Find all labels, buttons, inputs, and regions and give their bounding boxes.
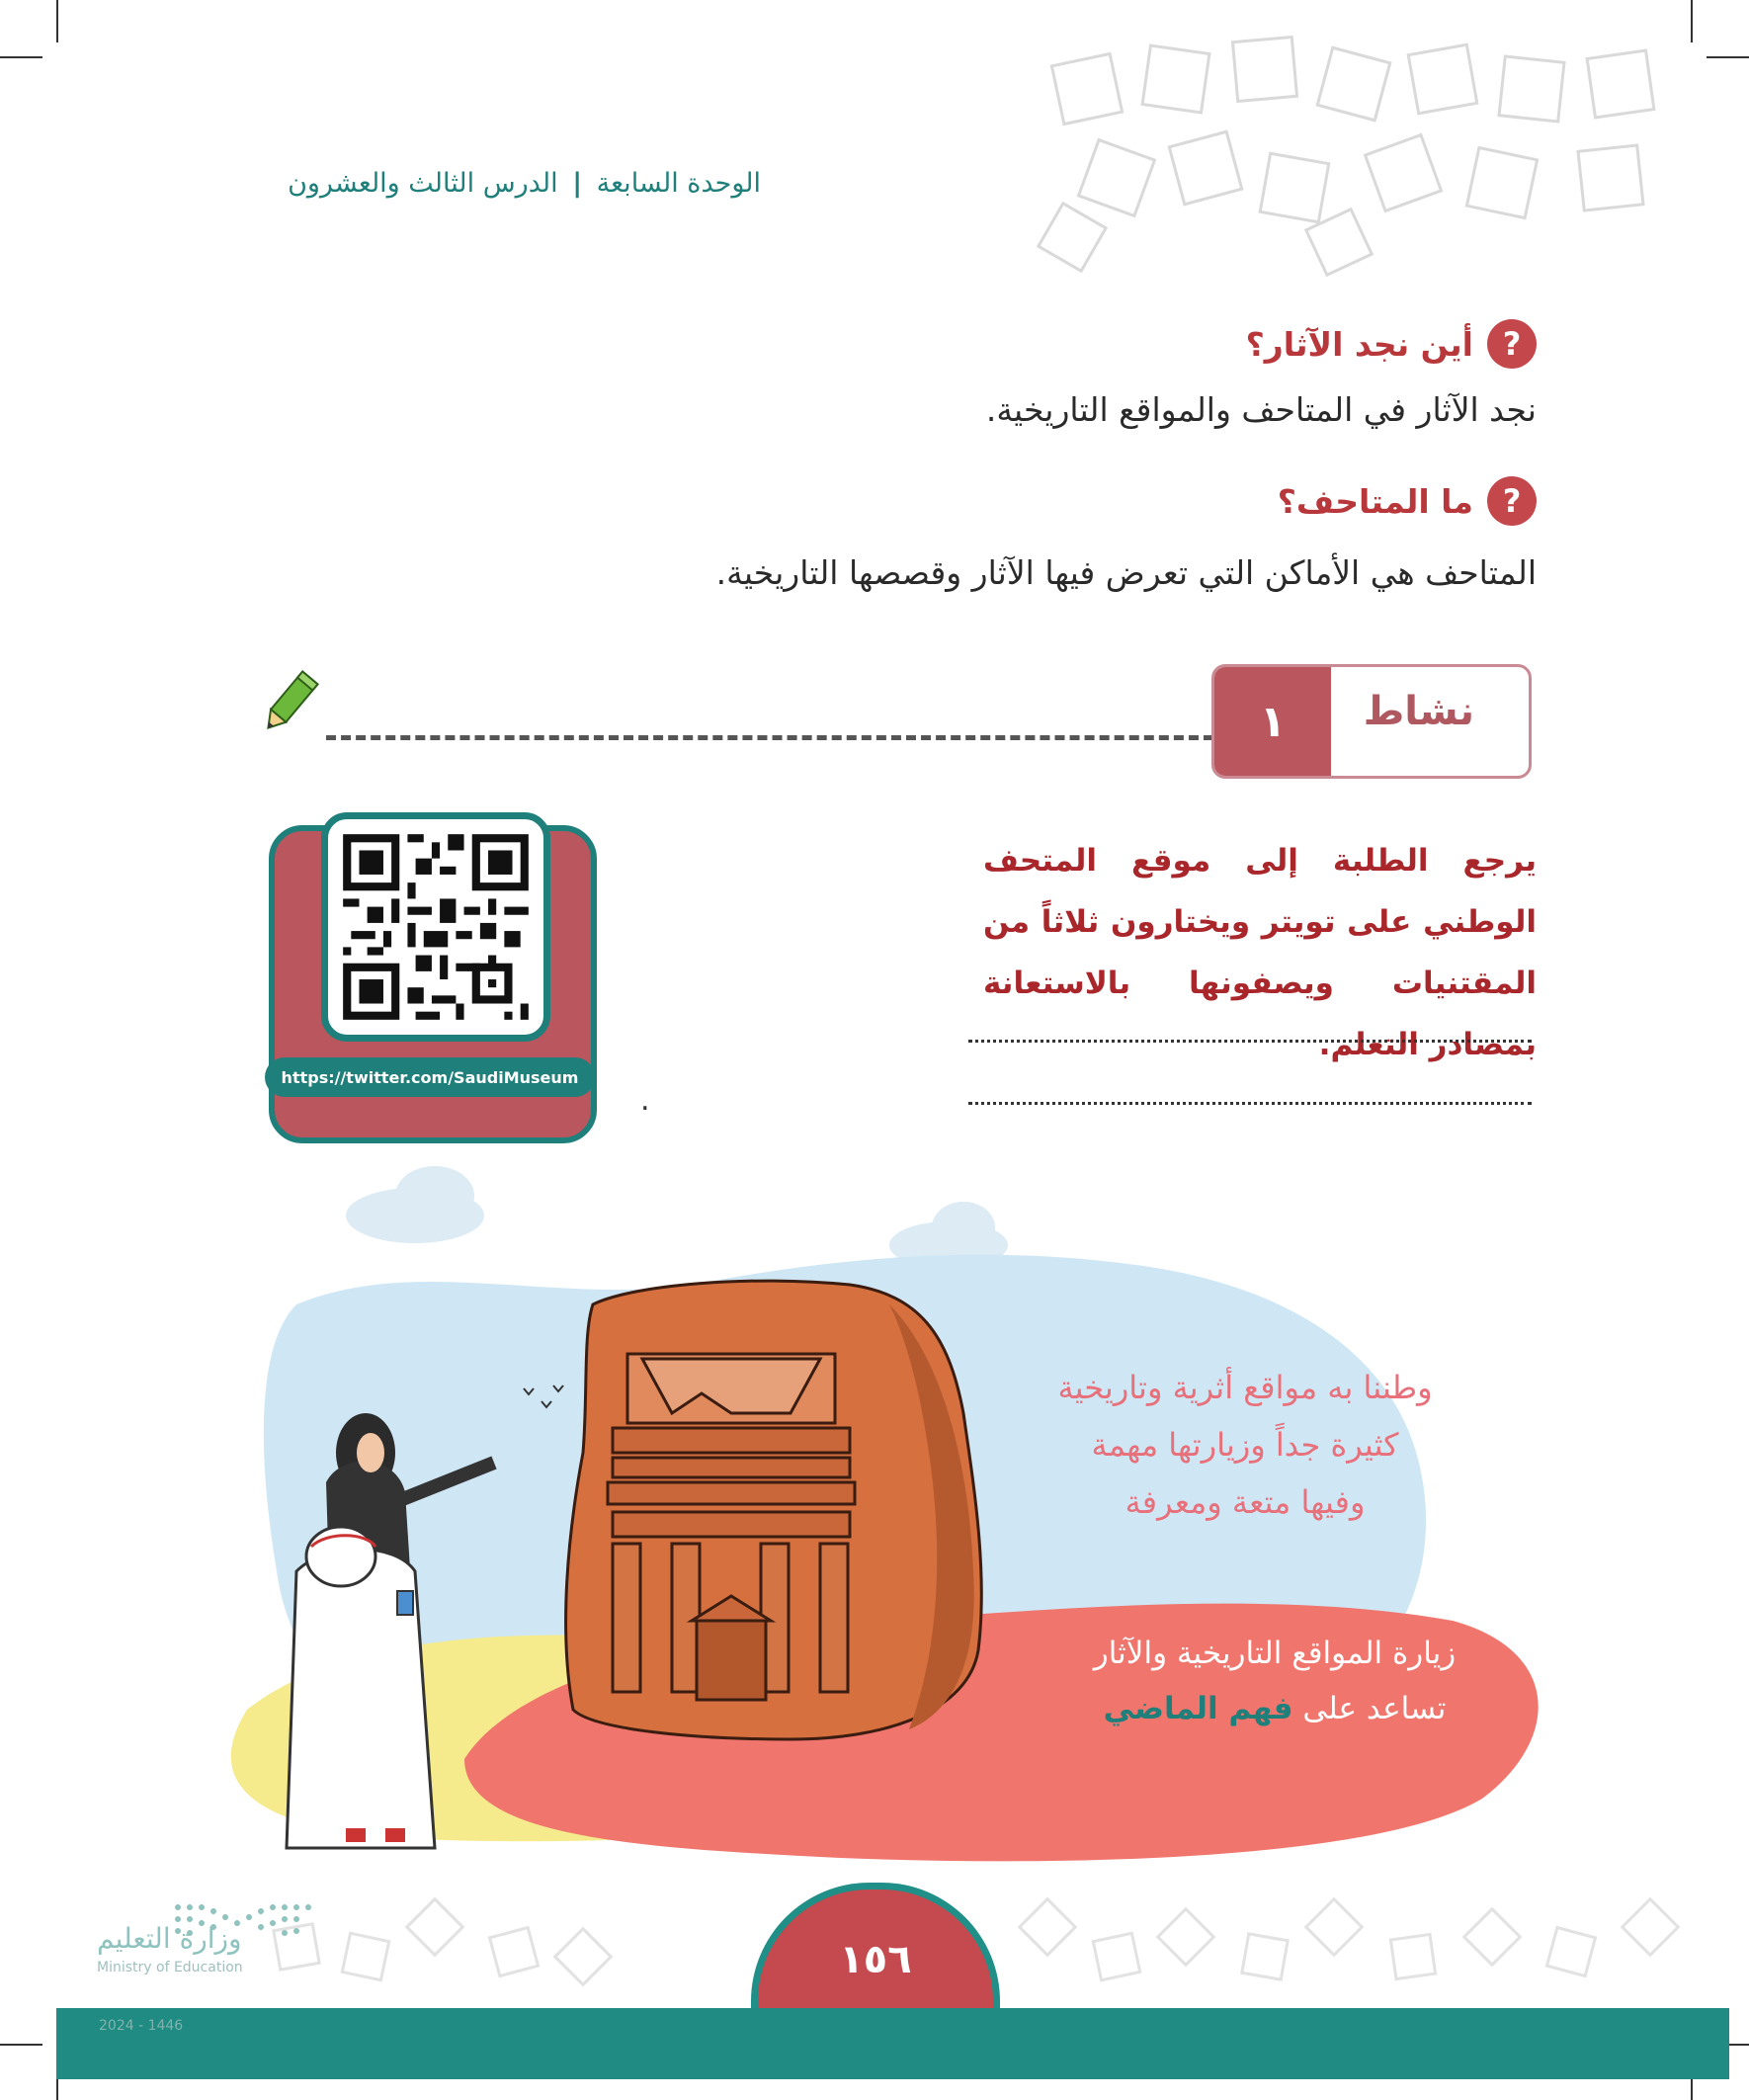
activity-label: نشاط (1363, 689, 1474, 734)
crop-mark (1707, 56, 1749, 58)
decorative-pattern (1028, 20, 1709, 277)
question-2-text: ما المتاحف؟ (1277, 481, 1473, 521)
page-header (288, 168, 761, 199)
answer-2: المتاحف هي الأماكن التي تعرض فيها الآثار وقصصها التاريخية. (715, 553, 1537, 592)
activity-number: ١ (1214, 667, 1331, 776)
bubble-line: وطننا به مواقع أثرية وتاريخية (1057, 1369, 1433, 1406)
unit-label: الوحدة السابعة (596, 168, 761, 199)
activity-header (1211, 664, 1532, 779)
crop-mark (56, 0, 58, 42)
bubble-text (1018, 1359, 1472, 1531)
red-line-1: زيارة المواقع التاريخية والآثار (1093, 1636, 1457, 1671)
question-2 (1278, 476, 1537, 526)
question-1 (1246, 319, 1537, 369)
red-line-2-highlight: فهم الماضي (1103, 1691, 1293, 1726)
answer-line-end: . (640, 1083, 650, 1118)
lesson-label: الدرس الثالث والعشرون (288, 168, 558, 199)
qr-url[interactable]: https://twitter.com/SaudiMuseum (265, 1057, 595, 1097)
qr-code[interactable] (321, 812, 550, 1042)
page-number: ١٥٦ (839, 1937, 912, 1982)
header-separator: | (572, 168, 583, 199)
bubble-line: كثيرة جداً وزيارتها مهمة (1091, 1426, 1399, 1464)
activity-task: يرجع الطلبة إلى موقع المتحف الوطني على تويتر ويختارون ثلاثاً من المقتنيات ويصفونها بالاستعانة بمصادر التعلم. (983, 843, 1537, 1062)
activity-divider (326, 735, 1213, 740)
answer-line[interactable] (968, 1102, 1532, 1105)
answer-1: نجد الآثار في المتاحف والمواقع التاريخية. (985, 390, 1537, 429)
question-icon: ? (1487, 476, 1537, 526)
pencil-icon (255, 668, 322, 739)
footer-bar (56, 2008, 1729, 2079)
red-line-2-prefix: تساعد على (1302, 1691, 1447, 1726)
qr-code-icon (335, 826, 537, 1028)
ministry-name: وزارة التعليم (97, 1922, 242, 1955)
red-line-2 (1057, 1681, 1492, 1736)
crop-mark (0, 56, 42, 58)
bubble-line: وفيها متعة ومعرفة (1124, 1483, 1366, 1521)
ministry-name-en: Ministry of Education (97, 1960, 243, 1975)
answer-line[interactable] (968, 1040, 1532, 1043)
red-blob-text (1057, 1626, 1492, 1736)
question-icon: ? (1487, 319, 1537, 369)
edition-year: 2024 - 1446 (99, 2018, 184, 2034)
question-1-text: أين نجد الآثار؟ (1245, 324, 1473, 364)
illustration (0, 1156, 1749, 1868)
crop-mark (0, 2044, 42, 2046)
